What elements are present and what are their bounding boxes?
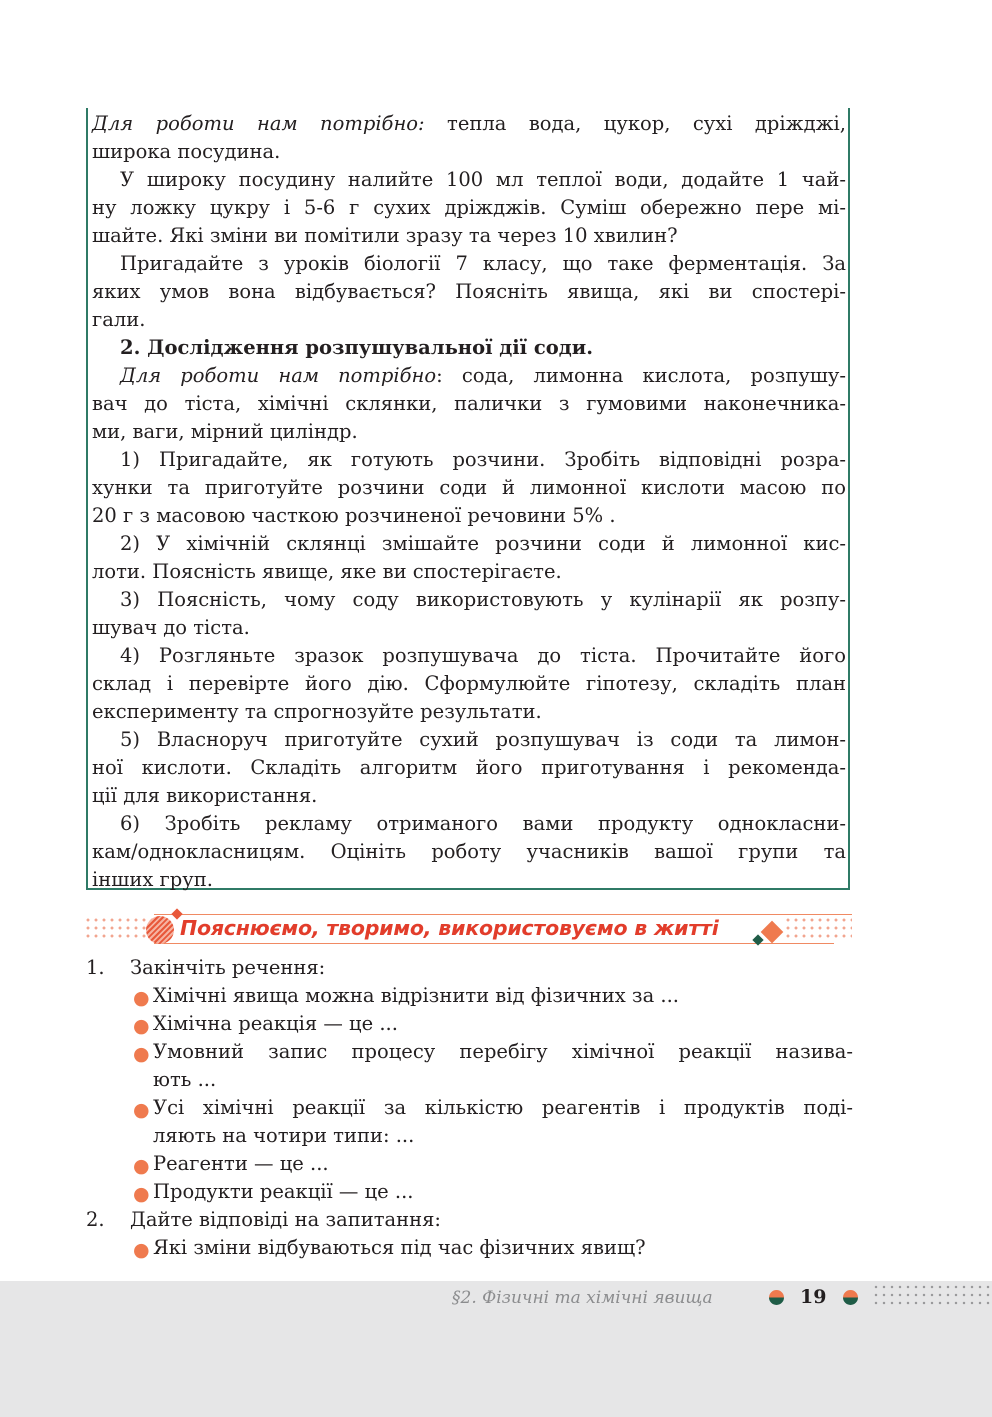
list-item: Хімічні явища можна відрізнити від фізичних за ... (153, 984, 679, 1007)
bullet-icon: ● (133, 1043, 150, 1065)
striped-circle-icon (146, 916, 174, 944)
text-line: Для роботи нам потрібно: тепла вода, цукор, сухі дріжджі, (92, 112, 846, 135)
banner-rule-top (154, 914, 852, 915)
materials-lead: Для роботи нам потрібно: (92, 112, 425, 135)
step-line: інших груп. (92, 868, 213, 891)
step-line: кам/однокласницям. Оцініть роботу учасників вашої групи та (92, 840, 846, 863)
text-line: гали. (92, 308, 146, 331)
task-number: 2. (86, 1208, 105, 1231)
text-line: ну ложку цукру і 5-6 г сухих дріжджів. Суміш обережно пере мі- (92, 196, 846, 219)
list-item: Які зміни відбуваються під час фізичних явищ? (153, 1236, 646, 1259)
text-line: Для роботи нам потрібно: сода, лимонна кислота, розпушу- (120, 364, 846, 387)
step-line: ції для використання. (92, 784, 318, 807)
step-line: 6) Зробіть рекламу отриманого вами продукту однокласни- (120, 812, 846, 835)
list-item: Хімічна реакція — це ... (153, 1012, 398, 1035)
dot-pattern-right (784, 916, 852, 942)
bullet-icon: ● (133, 1099, 150, 1121)
text-line: ми, ваги, мірний циліндр. (92, 420, 358, 443)
banner-rule-bottom (154, 943, 834, 944)
footer-dot-left-icon (769, 1290, 784, 1305)
bullet-icon: ● (133, 1239, 150, 1261)
step-line: експерименту та спрогнозуйте результати. (92, 700, 542, 723)
step-line: хунки та приготуйте розчини соди й лимонної кислоти масою по (92, 476, 846, 499)
list-item-cont: ють ... (153, 1068, 217, 1091)
step-line: шувач до тіста. (92, 616, 250, 639)
bullet-icon: ● (133, 1015, 150, 1037)
list-item: Усі хімічні реакції за кількістю реагентів і продуктів поді- (153, 1096, 853, 1119)
text-line: Пригадайте з уроків біології 7 класу, що таке ферментація. За (120, 252, 846, 275)
step-line: 1) Пригадайте, як готують розчини. Зробіть відповідні розра- (120, 448, 846, 471)
step-line: 3) Поясність, чому соду використовують у кулінарії як розпу- (120, 588, 846, 611)
list-item: Продукти реакції — це ... (153, 1180, 414, 1203)
list-item: Умовний запис процесу перебігу хімічної реакції назива- (153, 1040, 853, 1063)
orange-diamond-icon (761, 921, 784, 944)
text-line: У широку посудину налийте 100 мл теплої води, додайте 1 чай- (120, 168, 846, 191)
bullet-icon: ● (133, 1183, 150, 1205)
step-line: 5) Власноруч приготуйте сухий розпушувач із соди та лимон- (120, 728, 846, 751)
step-line: 2) У хімічній склянці змішайте розчини соди й лимонної кис- (120, 532, 846, 555)
page-number: 19 (800, 1286, 827, 1308)
materials-lead: Для роботи нам потрібно (120, 364, 437, 387)
text-line: широка посудина. (92, 140, 281, 163)
step-line: ної кислоти. Складіть алгоритм його приготування і рекоменда- (92, 756, 846, 779)
list-item-cont: ляють на чотири типи: ... (153, 1124, 415, 1147)
bullet-icon: ● (133, 987, 150, 1009)
task-text: Дайте відповіді на запитання: (130, 1208, 441, 1231)
step-line: лоти. Поясність явище, яке ви спостерігаєте. (92, 560, 562, 583)
banner-title: Пояснюємо, творимо, використовуємо в житті (180, 916, 719, 940)
text-line: вач до тіста, хімічні склянки, палички з гумовими наконечника- (92, 392, 846, 415)
list-item: Реагенти — це ... (153, 1152, 329, 1175)
footer-section-title: §2. Фізичні та хімічні явища (452, 1288, 713, 1308)
step-line: 20 г з масовою часткою розчиненої речовини 5% . (92, 504, 616, 527)
step-line: склад і перевірте його дію. Сформулюйте гіпотезу, складіть план (92, 672, 846, 695)
footer-dot-pattern (872, 1283, 992, 1309)
text-line: яких умов вона відбувається? Поясніть явища, які ви спостері- (92, 280, 846, 303)
section-banner (84, 910, 854, 950)
dot-pattern-left (84, 916, 154, 942)
task-text: Закінчіть речення: (130, 956, 326, 979)
footer-dot-right-icon (843, 1290, 858, 1305)
step-line: 4) Розгляньте зразок розпушувача до тіста. Прочитайте його (120, 644, 846, 667)
section-heading: 2. Дослідження розпушувальної дії соди. (120, 336, 594, 359)
text-line: шайте. Які зміни ви помітили зразу та через 10 хвилин? (92, 224, 678, 247)
bullet-icon: ● (133, 1155, 150, 1177)
task-number: 1. (86, 956, 105, 979)
